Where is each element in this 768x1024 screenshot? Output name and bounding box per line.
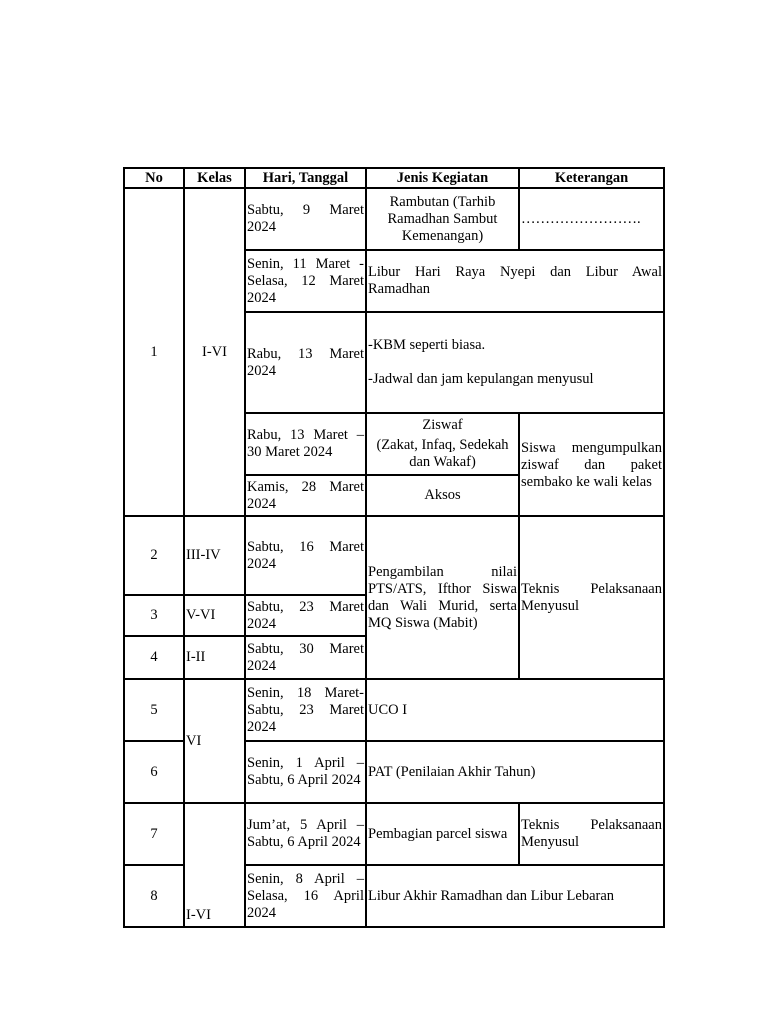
date-line: Rabu, 13 Maret	[247, 345, 364, 362]
row-no: 2	[124, 516, 184, 595]
row-date	[245, 636, 366, 679]
note-line: ziswaf dan paket	[521, 457, 662, 473]
date-line: 2024	[247, 904, 276, 921]
row-kelas: III-IV	[184, 516, 245, 595]
activity-line: -Jadwal dan jam kepulangan menyusul	[368, 371, 594, 387]
table-row	[124, 803, 664, 865]
row-activity: PAT (Penilaian Akhir Tahun)	[366, 741, 664, 803]
row-note	[519, 803, 664, 865]
date-line: 2024	[247, 555, 276, 572]
header-hari-tanggal: Hari, Tanggal	[245, 168, 366, 188]
table-row	[124, 516, 664, 595]
row-no: 3	[124, 595, 184, 636]
activity-line: dan Wali Murid, serta	[368, 597, 517, 614]
note-line: Menyusul	[521, 834, 579, 850]
row-kelas: VI	[184, 679, 245, 803]
header-row	[124, 168, 664, 188]
date-line: Selasa, 12 Maret	[247, 272, 364, 289]
row-note	[519, 413, 664, 516]
date-line: Senin, 18 Maret-	[247, 684, 364, 701]
header-keterangan: Keterangan	[519, 168, 664, 188]
row-date	[245, 595, 366, 636]
date-line: 2024	[247, 495, 276, 512]
row-kelas: V-VI	[184, 595, 245, 636]
header-jenis-kegiatan: Jenis Kegiatan	[366, 168, 519, 188]
activity-line: Ziswaf	[422, 417, 463, 433]
activity-line: Ramadhan	[368, 281, 431, 297]
row-activity: UCO I	[366, 679, 664, 741]
date-line: Sabtu, 30 Maret	[247, 640, 364, 657]
activity-line: (Zakat, Infaq, Sedekah dan Wakaf)	[376, 437, 509, 470]
row-no: 8	[124, 865, 184, 927]
date-line: Jum’at, 5 April –	[247, 817, 364, 833]
note-line: sembako ke wali kelas	[521, 474, 652, 490]
note-line: Teknis Pelaksanaan	[521, 817, 662, 833]
row-kelas: I-VI	[184, 803, 245, 927]
row-kelas: I-VI	[184, 188, 245, 516]
row-date	[245, 413, 366, 475]
date-line: Rabu, 13 Maret –	[247, 427, 364, 443]
row-date	[245, 516, 366, 595]
date-line: Sabtu, 16 Maret	[247, 538, 364, 555]
activity-line: -KBM seperti biasa.	[368, 337, 486, 353]
note-line: Teknis Pelaksanaan	[521, 580, 662, 597]
row-no: 6	[124, 741, 184, 803]
date-line: Sabtu, 6 April 2024	[247, 834, 361, 850]
row-date	[245, 312, 366, 413]
date-line: 2024	[247, 219, 276, 235]
date-line: 2024	[247, 657, 276, 674]
row-no: 5	[124, 679, 184, 741]
date-line: Kamis, 28 Maret	[247, 478, 364, 495]
date-line: 30 Maret 2024	[247, 444, 333, 460]
date-line: Sabtu, 9 Maret	[247, 202, 364, 218]
row-no: 7	[124, 803, 184, 865]
date-line: Sabtu, 23 Maret	[247, 701, 364, 718]
row-date	[245, 803, 366, 865]
date-line: 2024	[247, 289, 276, 306]
row-activity: Pembagian parcel siswa	[366, 803, 519, 865]
header-no: No	[124, 168, 184, 188]
date-line: 2024	[247, 718, 276, 735]
row-activity	[366, 250, 664, 312]
date-line: Senin, 8 April –	[247, 870, 364, 887]
row-date	[245, 741, 366, 803]
row-activity	[366, 413, 519, 475]
activity-line: Libur Hari Raya Nyepi dan Libur Awal	[368, 264, 662, 280]
date-line: Senin, 1 April –	[247, 755, 364, 771]
row-date	[245, 188, 366, 250]
schedule-table	[123, 167, 665, 928]
date-line: Sabtu, 23 Maret	[247, 598, 364, 615]
row-date	[245, 250, 366, 312]
activity-line: PTS/ATS, Ifthor Siswa	[368, 580, 517, 597]
row-date	[245, 865, 366, 927]
row-date	[245, 679, 366, 741]
row-kelas: I-II	[184, 636, 245, 679]
activity-line: MQ Siswa (Mabit)	[368, 614, 478, 631]
date-line: Selasa, 16 April	[247, 887, 364, 904]
row-date	[245, 475, 366, 516]
table-row	[124, 679, 664, 741]
date-line: Senin, 11 Maret -	[247, 255, 364, 272]
row-activity: Libur Akhir Ramadhan dan Libur Lebaran	[366, 865, 664, 927]
row-no: 1	[124, 188, 184, 516]
row-activity: Aksos	[366, 475, 519, 516]
note-line: Siswa mengumpulkan	[521, 440, 662, 456]
row-activity	[366, 312, 664, 413]
row-activity	[366, 516, 519, 679]
note-line: Menyusul	[521, 597, 579, 614]
header-kelas: Kelas	[184, 168, 245, 188]
date-line: 2024	[247, 615, 276, 632]
row-note	[519, 516, 664, 679]
date-line: Sabtu, 6 April 2024	[247, 772, 361, 788]
table-row	[124, 188, 664, 250]
row-note: …………………….	[519, 188, 664, 250]
date-line: 2024	[247, 362, 276, 379]
row-activity: Rambutan (Tarhib Ramadhan Sambut Kemenangan)	[366, 188, 519, 250]
row-no: 4	[124, 636, 184, 679]
activity-line: Pengambilan nilai	[368, 563, 517, 580]
